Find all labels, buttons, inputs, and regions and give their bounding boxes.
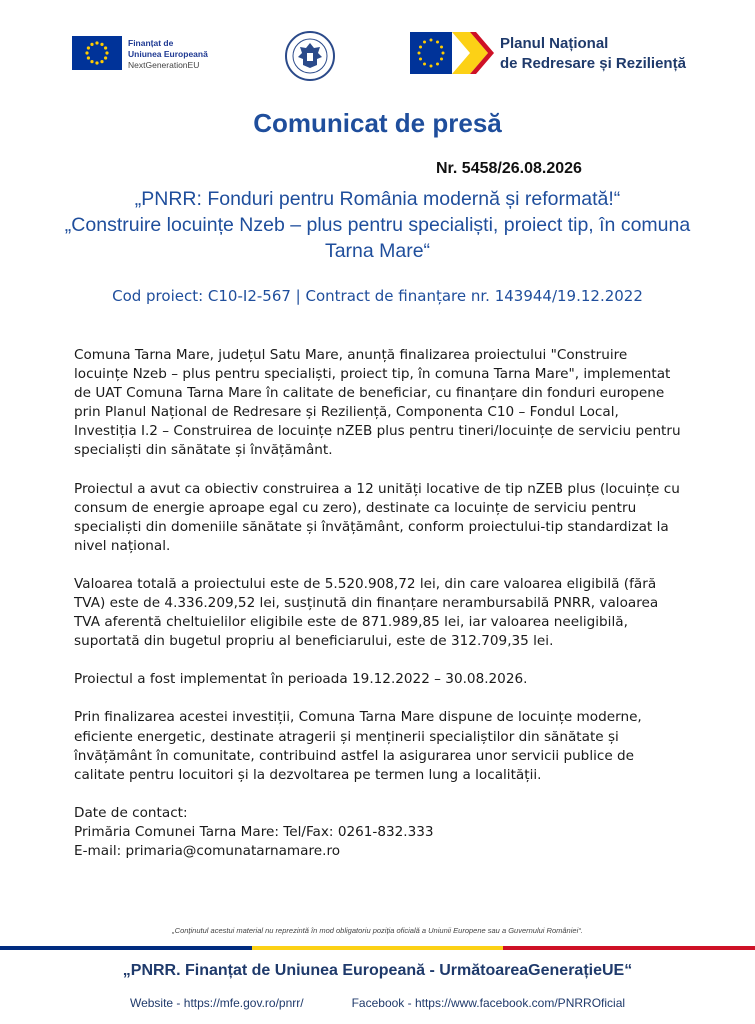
paragraph-objective: Proiectul a avut ca obiectiv construirea a 12 unități locative de tip nZEB plus (locuințe cu consum de energie aproape egal cu zero), destinate ca locuințe de serviciu pentru specialiști din domeniile sănătate și învățământ, conform proiectului-tip standardizat la nivel național.	[74, 480, 680, 554]
pnrr-logo-label	[500, 34, 686, 74]
website-link[interactable]: Website - https://mfe.gov.ro/pnrr/	[129, 996, 304, 1010]
contact-heading: Date de contact:	[74, 804, 188, 821]
headline-line1: „PNRR: Fonduri pentru România modernă și reformată!“	[134, 188, 621, 210]
contact-block	[74, 804, 684, 861]
contact-email: E-mail: primaria@comunatarnamare.ro	[74, 842, 341, 859]
headline-line2: „Construire locuințe Nzeb – plus pentru specialiști, proiect tip, în comuna Tarna Mare“	[64, 214, 691, 262]
eu-flag-icon	[72, 36, 122, 70]
romanian-tricolor-divider	[0, 946, 755, 950]
footer-slogan: „PNRR. Finanțat de Uniunea Europeană - UrmătoareaGenerațieUE“	[122, 962, 633, 979]
facebook-link[interactable]: Facebook - https://www.facebook.com/PNRROficial	[351, 996, 626, 1010]
paragraph-period: Proiectul a fost implementat în perioada 19.12.2022 – 30.08.2026.	[74, 671, 528, 688]
pnrr-logo-icon	[410, 30, 494, 76]
project-code: Cod proiect: C10-I2-567 | Contract de finanțare nr. 143944/19.12.2022	[112, 287, 643, 305]
eu-funding-label	[128, 38, 208, 71]
press-release-body	[74, 346, 684, 861]
footer-links	[0, 996, 755, 1010]
headline	[60, 186, 695, 264]
eu-label-line3: NextGenerationEU	[128, 60, 200, 70]
paragraph-intro: Comuna Tarna Mare, județul Satu Mare, anunță finalizarea proiectului "Construire locuințe Nzeb – plus pentru specialiști, proiect tip, în comuna Tarna Mare", implementat de UAT Comuna Tarna Mare în calitate de beneficiar, cu finanțare din fonduri europene prin Planul Național de Redresare și Reziliență, Componenta C10 – Fondul Local, Investiția I.2 – Construirea de locuințe nZEB plus pentru tineri/locuințe de serviciu pentru specialiști din sănătate și învățământ.	[74, 347, 681, 459]
paragraph-conclusion: Prin finalizarea acestei investiții, Comuna Tarna Mare dispune de locuințe moderne, eficiente energetic, destinate atragerii și menținerii specialiștilor din sănătate și învățământ în comunitate, contribuind astfel la asigurarea unor servicii publice de calitate pentru locuitori și la dezvoltarea pe termen lung a localității.	[74, 709, 642, 783]
romanian-government-seal-icon	[284, 30, 336, 82]
disclaimer: „Conținutul acestui material nu reprezintă în mod obligatoriu poziția oficială a Uniunii Europene sau a Guvernului României“.	[172, 926, 583, 935]
eu-label-line2: Uniunea Europeană	[128, 49, 208, 59]
pnrr-label-line2: de Redresare și Reziliență	[500, 55, 686, 72]
pnrr-label-line1: Planul Național	[500, 35, 609, 52]
eu-label-line1: Finanțat de	[128, 38, 174, 48]
contact-phone: Primăria Comunei Tarna Mare: Tel/Fax: 0261-832.333	[74, 823, 434, 840]
document-number: Nr. 5458/26.08.2026	[436, 160, 582, 177]
page-title: Comunicat de presă	[253, 108, 502, 138]
paragraph-value: Valoarea totală a proiectului este de 5.520.908,72 lei, din care valoarea eligibilă (fără TVA) este de 4.336.209,52 lei, susținută din finanțare nerambursabilă PNRR, valoarea TVA aferentă cheltuielilor eligibile este de 871.989,85 lei, iar valoarea neeligibilă, suportată din bugetul propriu al beneficiarului, este de 312.709,35 lei.	[74, 575, 659, 650]
